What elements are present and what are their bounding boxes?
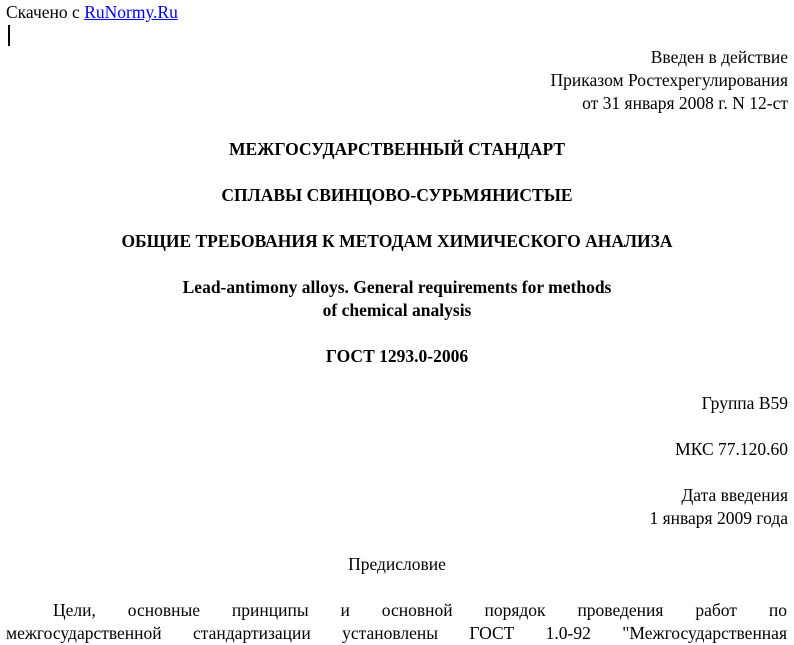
subject-title: СПЛАВЫ СВИНЦОВО-СУРЬМЯНИСТЫЕ	[221, 185, 573, 205]
runormy-link[interactable]: RuNormy.Ru	[84, 2, 178, 22]
word: работ	[695, 600, 737, 620]
word: по	[768, 600, 787, 620]
word: стандартизации	[193, 623, 311, 643]
english-title-line-2: of chemical analysis	[322, 300, 472, 320]
word: основные	[127, 600, 201, 620]
intro-date-value: 1 января 2009 года	[649, 508, 788, 528]
word: принципы	[231, 600, 309, 620]
foreword-paragraph-line-2	[6, 622, 787, 645]
word: проведения	[577, 600, 664, 620]
enactment-line-1: Введен в действие	[650, 47, 788, 67]
enactment-line-3: от 31 января 2008 г. N 12-ст	[582, 93, 788, 113]
text-cursor	[8, 25, 10, 46]
word: Цели,	[53, 600, 96, 620]
word: межгосударственной	[6, 623, 162, 643]
word: установлены	[342, 623, 439, 643]
classification-group: Группа В59	[701, 393, 788, 413]
enactment-line-2: Приказом Ростехрегулирования	[550, 70, 788, 90]
word: "Межгосударственная	[622, 623, 787, 643]
word: основной	[381, 600, 453, 620]
word: и	[340, 600, 350, 620]
foreword-heading: Предисловие	[348, 554, 446, 574]
download-prefix: Скачено с	[6, 2, 80, 22]
word: ГОСТ	[469, 623, 515, 643]
word: порядок	[484, 600, 546, 620]
gost-number: ГОСТ 1293.0-2006	[325, 346, 469, 366]
intro-date-label: Дата введения	[681, 485, 788, 505]
scope-title: ОБЩИЕ ТРЕБОВАНИЯ К МЕТОДАМ ХИМИЧЕСКОГО АНАЛИЗА	[121, 231, 673, 251]
standard-type-title: МЕЖГОСУДАРСТВЕННЫЙ СТАНДАРТ	[228, 139, 566, 159]
english-title-line-1: Lead-antimony alloys. General requirements for methods	[182, 277, 612, 297]
download-source-line	[6, 1, 178, 24]
foreword-paragraph-line-1	[6, 599, 787, 622]
word: 1.0-92	[545, 623, 591, 643]
mks-code: МКС 77.120.60	[675, 439, 788, 459]
